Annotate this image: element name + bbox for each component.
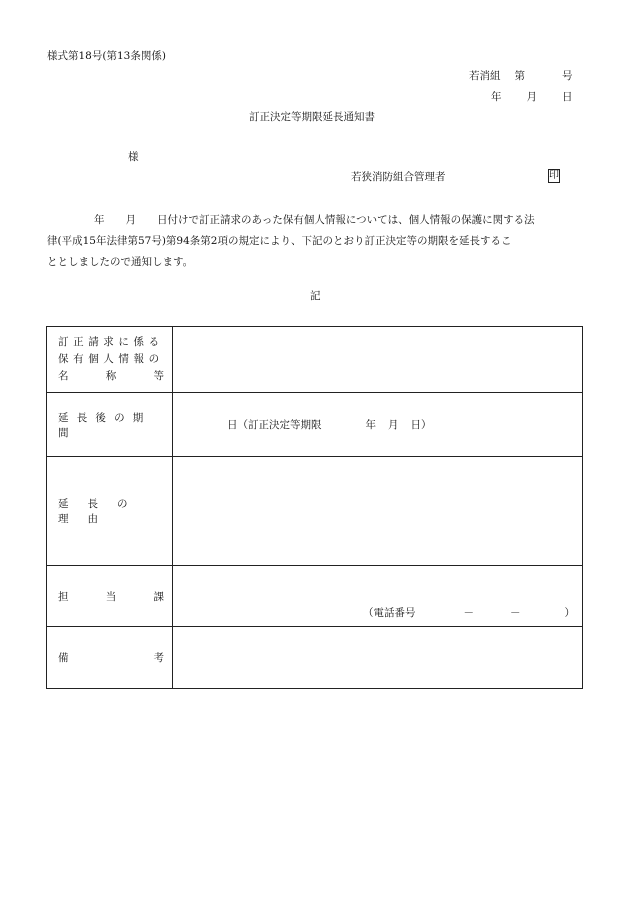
form-number: 様式第18号(第13条関係) — [47, 50, 166, 62]
label-line-2: 保有個人情報の — [58, 353, 164, 365]
issue-date — [491, 92, 573, 103]
extended-period-value: 日 （訂正決定等期限 年 月 日） — [227, 419, 432, 431]
detail-table — [46, 326, 583, 689]
table-row — [47, 393, 583, 457]
body-paragraph — [47, 210, 587, 273]
phone-number-field: （電話番号 － － ） — [363, 607, 575, 619]
row-label-subject — [47, 327, 173, 393]
label-line-1: 訂正請求に係る — [58, 336, 164, 348]
doc-number-dai: 第 — [514, 70, 525, 82]
date-day: 日 — [562, 91, 573, 103]
label-line-3: 名 称 等 — [58, 370, 164, 382]
seal-mark: 印 — [549, 170, 559, 181]
reason-value-cell[interactable] — [173, 457, 583, 566]
row-label-reason: 延長の理由 — [47, 457, 173, 566]
body-line-1: 年 月 日付けで訂正請求のあった保有個人情報については、個人情報の保護に関する法 — [94, 214, 535, 226]
row-label-remarks: 備 考 — [47, 627, 173, 689]
table-row — [47, 457, 583, 566]
table-row — [47, 627, 583, 689]
remarks-value-cell[interactable] — [173, 627, 583, 689]
body-line-3: ととしましたので通知します。 — [47, 256, 194, 268]
extended-period-value-cell[interactable] — [173, 393, 583, 457]
addressee-suffix: 様 — [128, 151, 139, 163]
sender-name: 若狭消防組合管理者 — [351, 171, 446, 183]
document-number — [469, 71, 573, 82]
doc-number-go: 号 — [562, 70, 573, 82]
row-label-department: 担 当 課 — [47, 566, 173, 627]
date-month: 月 — [526, 91, 537, 103]
doc-number-prefix: 若消組 — [469, 70, 501, 82]
subject-value-cell[interactable] — [173, 327, 583, 393]
row-label-extended-period: 延長後の期間 — [47, 393, 173, 457]
table-row — [47, 566, 583, 627]
body-line-2: 律(平成15年法律第57号)第94条第2項の規定により、下記のとおり訂正決定等の期限を延長するこ — [47, 235, 512, 247]
document-title: 訂正決定等期限延長通知書 — [249, 111, 375, 123]
department-value-cell[interactable] — [173, 566, 583, 627]
ki-heading: 記 — [310, 290, 321, 302]
date-year: 年 — [491, 91, 502, 103]
table-row — [47, 327, 583, 393]
